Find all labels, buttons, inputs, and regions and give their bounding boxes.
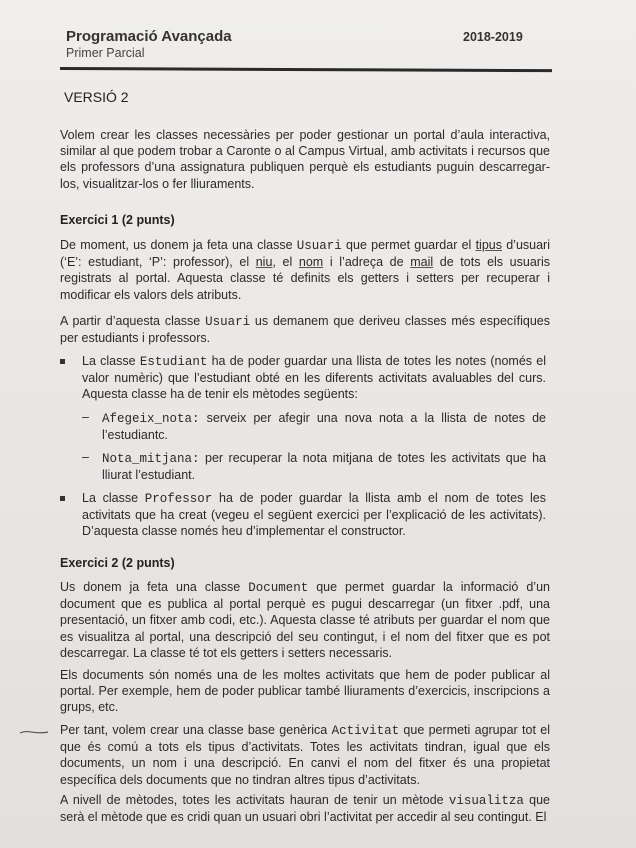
underlined-nom: nom <box>298 255 324 270</box>
ex2-paragraph-1 <box>60 579 550 661</box>
intro-paragraph: Volem crear les classes necessàries per poder gestionar un portal d’aula interactiva, similar al que podem trobar a Caronte o al Campus Virtual, amb activitats i recursos que els professors d’una assignatura publiquen perquè els estudiants puguin descarregar-los, visualitzar-los o fer lliuraments. <box>60 128 550 191</box>
course-title: Programació Avançada <box>66 28 232 45</box>
ex2-paragraph-3 <box>60 722 550 788</box>
text: La classe <box>82 354 140 368</box>
text: que permeti agrupar tot el que és comú a tots els tipus d’activitats. Totes les activitats tindran, igual que els documents, un nom i una descripció. En canvi el nom del fitxer és una propietat específica dels documents que no tindran altres tipus d’activitats. <box>60 723 550 787</box>
dash-icon: – <box>82 410 89 424</box>
underlined-niu: niu <box>255 255 273 270</box>
code-nota-mitjana: Nota_mitjana: <box>102 452 200 466</box>
version-heading: VERSIÓ 2 <box>64 89 129 105</box>
exercise-1-title: Exercici 1 (2 punts) <box>60 213 175 227</box>
ex2-paragraph-4 <box>60 792 550 825</box>
text: que permet guardar el <box>341 238 476 252</box>
text: A partir d’aquesta classe <box>60 314 206 328</box>
code-visualitza: visualitza <box>448 794 524 808</box>
bullet-icon <box>60 353 70 369</box>
underlined-mail: mail <box>410 255 434 270</box>
underlined-tipus: tipus <box>475 238 502 252</box>
text: per recuperar la nota mitjana de totes les activitats que ha lliurat l’estudiant. <box>102 451 546 483</box>
header-rule <box>60 67 552 72</box>
exam-subtitle: Primer Parcial <box>66 46 145 60</box>
handwritten-arrow-icon <box>18 726 50 740</box>
text: d’usuari (‘E’: estudiant, ‘P’: professor), el <box>60 238 550 270</box>
text: que serà el mètode que es cridi quan un usuari obri l’activitat per accedir al seu contingut. El <box>60 793 550 825</box>
code-activitat: Activitat <box>331 724 400 738</box>
text: A nivell de mètodes, totes les activitats hauran de tenir un mètode <box>60 793 449 807</box>
text: us demanem que deriveu classes més específiques per estudiants i professors. <box>60 314 550 346</box>
method-nota-mitjana <box>102 450 546 483</box>
text: De moment, us donem ja feta una classe <box>60 238 297 252</box>
ex1-paragraph-1 <box>60 237 550 303</box>
code-usuari: Usuari <box>205 315 251 329</box>
code-estudiant: Estudiant <box>139 355 208 369</box>
text: La classe <box>82 491 145 505</box>
code-professor: Professor <box>144 492 213 506</box>
text: de tots els usuaris registrats al portal. Aquesta classe té definits els getters i setters per recuperar i modificar els valors dels atributs. <box>60 255 550 302</box>
code-document: Document <box>248 581 309 595</box>
text: i l’adreça de <box>323 255 411 270</box>
text: serveix per afegir una nova nota a la llista de notes de l’estudiantc. <box>102 411 546 443</box>
code-afegeix-nota: Afegeix_nota: <box>102 412 200 426</box>
academic-year: 2018-2019 <box>463 30 523 44</box>
ex1-paragraph-2 <box>60 313 550 346</box>
bullet-icon <box>60 490 70 506</box>
method-afegeix-nota <box>102 410 546 443</box>
estudiant-bullet <box>82 353 546 403</box>
ex2-paragraph-2: Els documents són només una de les moltes activitats que hem de poder publicar al portal. Per exemple, hem de poder publicar també lliuraments d’exercicis, inscripcions a grups, etc. <box>60 668 550 715</box>
professor-bullet <box>82 490 546 540</box>
exercise-2-title: Exercici 2 (2 punts) <box>60 556 175 570</box>
text: Per tant, volem crear una classe base genèrica <box>60 723 332 737</box>
text: , el <box>272 255 299 270</box>
code-usuari: Usuari <box>296 239 342 253</box>
text: que permet guardar la informació d’un document que es publica al portal perquè es pugui descarregar (un fitxer .pdf, una presentació, un fitxer amb codi, etc.). Aquesta classe té atributs per guardar el nom que es visualitza al portal, una descripció del seu contingut, i el nom del fitxer que es pot descarregar. La classe té tot els getters i setters necessaris. <box>60 580 550 660</box>
dash-icon: – <box>82 450 89 464</box>
text: ha de poder guardar la llista amb el nom de totes les activitats que ha creat (vegeu el següent exercici per l’explicació de les activitats). D’aquesta classe només heu d’implementar el constructor. <box>82 491 546 539</box>
text: Us donem ja feta una classe <box>60 580 249 594</box>
text: ha de poder guardar una llista de totes les notes (només el valor numèric) que l’estudiant obté en les diferents activitats avaluables del curs. Aquesta classe ha de tenir els mètodes següents: <box>82 354 546 402</box>
